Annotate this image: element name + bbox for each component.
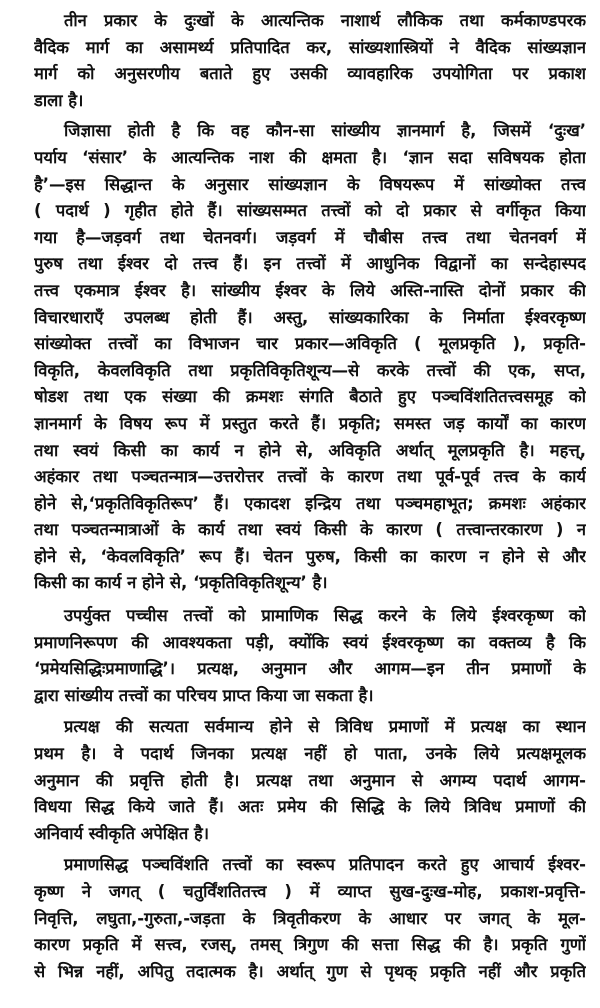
text-line: ( पदार्थ ) गृहीत होते हैं। सांख्यसम्मत तत्त्वों को दो प्रकार से वर्गीकृत किया <box>34 201 586 221</box>
paragraph-1 <box>34 8 586 114</box>
paragraph-5 <box>34 852 586 985</box>
text-line: प्रमाणसिद्ध पञ्चविंशति तत्त्वों का स्वरूप प्रतिपादन करते हुए आचार्य ईश्वर- <box>64 855 586 875</box>
text-line: वैदिक मार्ग का असामर्थ्य प्रतिपादित कर, सांख्यशास्त्रियों ने वैदिक सांख्यज्ञान <box>34 37 586 57</box>
text-line: गया है—जड़वर्ग तथा चेतनवर्ग। जड़वर्ग में चौबीस तत्त्व तथा चेतनवर्ग में <box>34 227 586 247</box>
text-line: प्रत्यक्ष की सत्यता सर्वमान्य होने से त्रिविध प्रमाणों में प्रत्यक्ष का स्थान <box>64 717 586 737</box>
text-line: षोडश तथा एक संख्या की क्रमशः संगति बैठाते हुए पञ्चविंशतितत्त्वसमूह को <box>34 387 586 407</box>
text-line: अहंकार तथा पञ्चतन्मात्र—उत्तरोत्तर तत्त्वों के कारण तथा पूर्व-पूर्व तत्त्व के कार्य <box>34 467 586 487</box>
text-line: ‘प्रमेयसिद्धिःप्रमाणाद्धि’। प्रत्यक्ष, अनुमान और आगम—इन तीन प्रमाणों के <box>34 659 586 679</box>
text-line: ज्ञानमार्ग के विषय रूप में प्रस्तुत करते हैं। प्रकृति; समस्त जड़ कार्यों का कारण <box>34 413 586 433</box>
text-line: जिज्ञासा होती है कि वह कौन-सा सांख्यीय ज्ञानमार्ग है, जिसमें ‘दुःख’ <box>64 121 586 141</box>
text-line: विधया सिद्ध किये जाते हैं। अतः प्रमेय की सिद्धि के लिये त्रिविध प्रमाणों की <box>34 797 586 817</box>
text-line: सांख्योक्त तत्त्वों का विभाजन चार प्रकार—अविकृति ( मूलप्रकृति ), प्रकृति- <box>34 334 586 354</box>
text-line: किसी का कार्य न होने से, ‘प्रकृतिविकृतिशून्य’ है। <box>34 573 328 593</box>
text-line: तथा स्वयं किसी का कार्य न होने से, अविकृति अर्थात् मूलप्रकृति है। महत्त्, <box>34 440 586 460</box>
text-line: विकृति, केवलविकृति तथा प्रकृतिविकृतिशून्य—से करके तत्त्वों की एक, सप्त, <box>34 360 586 380</box>
text-line: प्रमाणनिरूपण की आवश्यकता पड़ी, क्योंकि स्वयं ईश्वरकृष्ण का वक्तव्य है कि <box>34 632 586 652</box>
text-line: अनिवार्य स्वीकृति अपेक्षित है। <box>34 823 210 843</box>
text-line: तीन प्रकार के दुःखों के आत्यन्तिक नाशार्थ लौकिक तथा कर्मकाण्डपरक <box>64 11 586 30</box>
text-line: पर्याय ‘संसार’ के आत्यन्तिक नाश की क्षमता है। ‘ज्ञान सदा सविषयक होता <box>34 147 586 167</box>
text-line: डाला है। <box>34 90 84 110</box>
text-line: पुरुष तथा ईश्वर दो तत्त्व हैं। इन तत्त्वों में आधुनिक विद्वानों का सन्देहास्पद <box>34 254 586 274</box>
paragraph-2 <box>34 118 586 597</box>
text-line: कारण प्रकृति में सत्त्व, रजस्, तमस् त्रिगुण की सत्ता सिद्ध की है। प्रकृति गुणों <box>34 935 586 955</box>
text-line: विचारधाराएँ उपलब्ध होती हैं। अस्तु, सांख्यकारिका के निर्माता ईश्वरकृष्ण <box>34 307 586 327</box>
text-line: द्वारा सांख्यीय तत्त्वों का परिचय प्राप्त किया जा सकता है। <box>34 685 374 705</box>
text-line: तथा पञ्चतन्मात्राओं के कार्य तथा स्वयं किसी के कारण ( तत्त्वान्तरकारण ) न <box>34 520 586 540</box>
text-line: मार्ग को अनुसरणीय बताते हुए उसकी व्यावहारिक उपयोगिता पर प्रकाश <box>34 64 586 84</box>
text-line: होने से, ‘केवलविकृति’ रूप हैं। चेतन पुरुष, किसी का कारण न होने से और <box>34 546 586 566</box>
text-line: निवृत्ति, लघुता,-गुरुता,-जड़ता के त्रिवृतीकरण के आधार पर जगत् के मूल- <box>34 908 586 928</box>
text-line: है’—इस सिद्धान्त के अनुसार सांख्यज्ञान के विषयरूप में सांख्योक्त तत्त्व <box>34 174 586 194</box>
text-line: होने से,‘प्रकृतिविकृतिरूप’ हैं। एकादश इन्द्रिय तथा पञ्चमहाभूत; क्रमशः अहंकार <box>34 493 586 513</box>
text-line: कृष्ण ने जगत् ( चतुर्विंशतितत्त्व ) में व्याप्त सुख-दुःख-मोह, प्रकाश-प्रवृत्ति- <box>34 882 586 901</box>
text-line: तत्त्व एकमात्र ईश्वर है। सांख्यीय ईश्वर के लिये अस्ति-नास्ति दोनों प्रकार की <box>34 280 586 300</box>
text-line: अनुमान की प्रवृत्ति होती है। प्रत्यक्ष तथा अनुमान से अगम्य पदार्थ आगम- <box>34 770 586 790</box>
text-line: से भिन्न नहीं, अपितु तदात्मक है। अर्थात् गुण से पृथक् प्रकृति नहीं और प्रकृति <box>34 961 586 981</box>
text-line: उपर्युक्त पच्चीस तत्त्वों को प्रामाणिक सिद्ध करने के लिये ईश्वरकृष्ण को <box>64 606 586 626</box>
document-page <box>34 8 586 989</box>
paragraph-4 <box>34 714 586 847</box>
text-line: प्रथम है। वे पदार्थ जिनका प्रत्यक्ष नहीं हो पाता, उनके लिये प्रत्यक्षमूलक <box>34 744 586 764</box>
paragraph-3 <box>34 603 586 709</box>
